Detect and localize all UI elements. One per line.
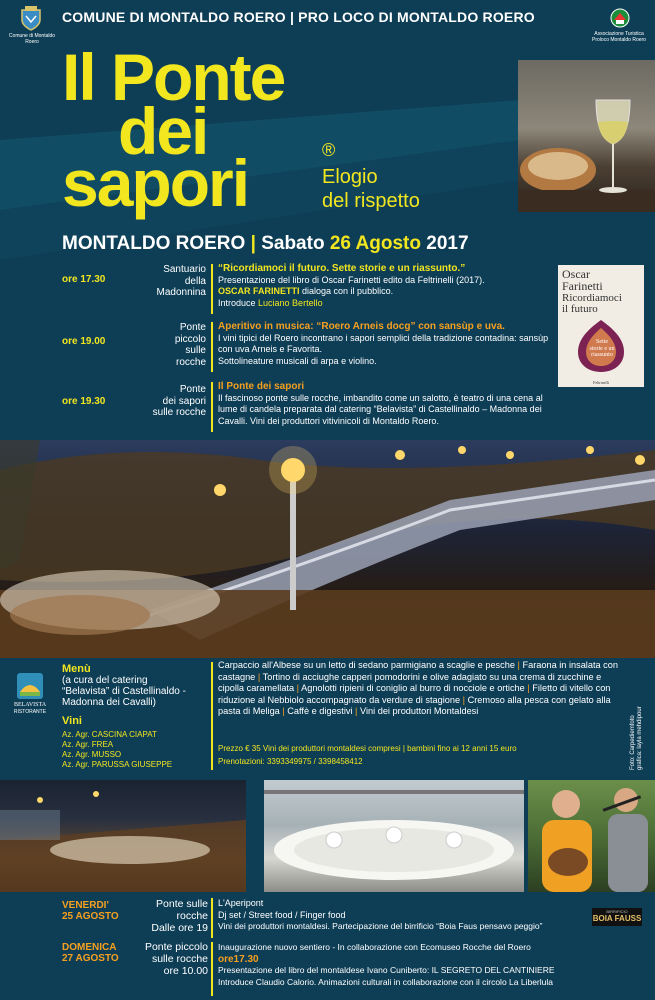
wine-bread-photo bbox=[518, 60, 655, 212]
event-2-venue-line: Ponte bbox=[179, 322, 206, 333]
friday-divider bbox=[211, 898, 213, 938]
book-title bbox=[562, 293, 622, 315]
menu-caterer-line: “Belavista” di Castellinaldo - bbox=[62, 686, 186, 697]
municipal-crest-icon bbox=[20, 6, 42, 32]
event-1-venue-line: Madonnina bbox=[156, 287, 206, 298]
sunday-day: DOMENICA bbox=[62, 942, 117, 953]
proloco-crest-icon bbox=[610, 8, 630, 28]
event-3-body: Il fascinoso ponte sulle rocche, imbandito come un salotto, è teatro di una cena al lume di candela preparata dal catering “Belavista” di Castellinaldo – Madonna dei Cavalli. Vini dei produttori vitivinicoli di Montaldo Roero. bbox=[218, 392, 543, 426]
sunday-time-2: ore17.30 bbox=[218, 953, 259, 965]
event-1-line-1: Presentazione del libro di Oscar Farinetti edito da Feltrinelli (2017). bbox=[218, 274, 485, 285]
friday-venue-line: Ponte sulle bbox=[156, 898, 208, 910]
credits-line: Foto: Carpediemfoto bbox=[630, 715, 636, 770]
event-1-line-2-rest: dialoga con il pubblico. bbox=[299, 286, 394, 296]
sunday-line-2: Presentazione del libro del montaldese Ivano Cuniberto: IL SEGRETO DEL CANTINIERE bbox=[218, 965, 555, 975]
friday-event bbox=[0, 894, 655, 942]
event-1-venue-line: Santuario bbox=[163, 264, 206, 275]
menu-dishes: Carpaccio all'Albese su un letto di sedano parmigiano a scaglie e pesche | Faraona in insalata con castagne | Tortino di acciughe capperi pomodorini e olive adagiato su una crema di zucchine e cipolla caramellata | Agnolotti ripieni di coniglio al burro di nocciole e ortiche | Filetto di vitello con riduzione al Nebbiolo accompagnato da verdure di stagione | Cremoso alla pesca con gelato alla pasta di Meliga | Caffè e digestivi | Vini dei produttori Montaldesi bbox=[218, 660, 618, 717]
event-3-venue-line: Ponte bbox=[179, 384, 206, 395]
table-setting-photo bbox=[264, 780, 524, 892]
menu-children-price: bambini fino ai 12 anni 15 euro bbox=[407, 744, 517, 753]
event-1-venue bbox=[134, 264, 206, 299]
dish: Faraona in insalata con castagne bbox=[218, 660, 618, 682]
event-3-venue-line: sulle rocche bbox=[152, 407, 206, 418]
menu-divider bbox=[211, 662, 213, 770]
boia-fauss-logo bbox=[592, 908, 642, 926]
title-line-2: dei bbox=[118, 94, 208, 168]
event-1-venue-line: della bbox=[184, 275, 206, 287]
dateline-date: 26 Agosto bbox=[329, 233, 421, 254]
dateline-separator: | bbox=[250, 233, 256, 254]
belavista-logo bbox=[12, 672, 48, 722]
registered-mark: ® bbox=[322, 140, 336, 160]
dish: Filetto di vitello con riduzione al Nebbiolo accompagnato da verdure di stagione bbox=[218, 683, 611, 705]
event-2-venue-line: sulle bbox=[185, 345, 206, 356]
subtitle-line-2: del rispetto bbox=[322, 190, 420, 212]
friday-title: L'Aperipont bbox=[218, 898, 264, 908]
dish: Caffè e digestivi bbox=[287, 706, 353, 717]
sunday-date: 27 AGOSTO bbox=[62, 953, 119, 964]
sunday-line-3: Introduce Claudio Calorio. Animazioni culturali in collaborazione con il circolo La Liberlula bbox=[218, 976, 553, 987]
book-cover-text-line: Sette bbox=[596, 339, 608, 345]
book-cover-text bbox=[584, 339, 620, 359]
event-1-line-2 bbox=[218, 286, 538, 298]
event-1-title: “Ricordiamoci il futuro. Sette storie e un riassunto.” bbox=[218, 263, 466, 274]
sunday-details bbox=[218, 942, 638, 988]
organizers-line: COMUNE DI MONTALDO ROERO | PRO LOCO DI MONTALDO ROERO bbox=[62, 9, 535, 25]
event-2-venue bbox=[134, 322, 206, 368]
credits-line: grafica: layla mehdipour bbox=[637, 706, 643, 770]
booking-label: Prenotazioni: bbox=[218, 757, 265, 766]
menu-heading: Menù bbox=[62, 663, 91, 675]
book-title-line: il futuro bbox=[562, 303, 598, 315]
event-2-details bbox=[218, 321, 556, 367]
booking-phone: 3398458412 bbox=[318, 757, 363, 766]
event-2 bbox=[0, 320, 655, 376]
friday-day: VENERDI' bbox=[62, 900, 109, 911]
dinner-crowd-photo bbox=[0, 780, 246, 892]
sunday-divider bbox=[211, 942, 213, 996]
event-2-venue-line: rocche bbox=[175, 356, 206, 368]
brewery-small-label: BIRRIFICIO bbox=[606, 909, 628, 914]
event-1-guest: OSCAR FARINETTI bbox=[218, 286, 300, 296]
wine-producer: Az. Agr. MUSSO bbox=[62, 750, 122, 759]
event-3 bbox=[0, 380, 655, 436]
friday-venue-line: rocche bbox=[176, 910, 208, 922]
event-1 bbox=[0, 262, 655, 318]
book-author-line: Oscar bbox=[562, 267, 590, 281]
event-3-venue-line: dei sapori bbox=[162, 395, 206, 407]
dish: Cremoso alla pesca con gelato alla pasta di Meliga bbox=[218, 694, 611, 717]
sunday-line-1: Inaugurazione nuovo sentiero - In collaborazione con Ecomuseo Rocche del Roero bbox=[218, 942, 531, 952]
friday-details bbox=[218, 898, 584, 933]
event-2-extra: Sottolineature musicali di arpa e violino. bbox=[218, 355, 377, 366]
credits-text bbox=[630, 706, 644, 770]
sunday-time: ore 10.00 bbox=[163, 965, 208, 977]
friday-date: 25 AGOSTO bbox=[62, 911, 119, 922]
brewery-name: BOIA FAUSS bbox=[592, 914, 642, 923]
subtitle-line-1: Elogio bbox=[322, 166, 378, 188]
title-line-3: sapori bbox=[62, 146, 249, 220]
sunday-venue-line: sulle rocche bbox=[151, 953, 208, 965]
event-3-details bbox=[218, 381, 556, 427]
event-1-divider bbox=[211, 264, 213, 314]
event-1-intro-lead: Introduce bbox=[218, 297, 259, 308]
friday-time: Dalle ore 19 bbox=[151, 922, 208, 934]
menu-section bbox=[0, 660, 655, 778]
wine-producer: Az. Agr. FREA bbox=[62, 740, 114, 749]
event-3-title: Il Ponte dei sapori bbox=[218, 381, 305, 392]
friday-line-2: Vini dei produttori montaldesi. Partecipazione del birrificio “Boia Faus pensavo peggio” bbox=[218, 921, 543, 931]
event-2-title: Aperitivo in musica: “Roero Arneis docg” con sansùp e uva. bbox=[218, 321, 505, 332]
belavista-logo-sub: RISTORANTE bbox=[13, 709, 47, 715]
event-2-body: I vini tipici del Roero incontrano i sapori semplici della tradizione contadina: sansùp con uva Arneis e Favorita. bbox=[218, 332, 549, 354]
bridge-dinner-night-photo bbox=[0, 440, 655, 658]
photo-credits bbox=[630, 690, 650, 770]
booking-phone: 3393349975 bbox=[266, 757, 312, 766]
event-2-venue-line: piccolo bbox=[174, 333, 206, 345]
dish: Carpaccio all'Albese su un letto di sedano parmigiano a scaglie e pesche bbox=[218, 660, 515, 670]
menu-caterer bbox=[62, 675, 186, 708]
book-author bbox=[562, 268, 603, 292]
event-2-divider bbox=[211, 322, 213, 372]
event-1-time: ore 17.30 bbox=[62, 274, 106, 285]
crest-left-caption: Comune di Montaldo Roero bbox=[8, 33, 56, 45]
event-3-venue bbox=[134, 384, 206, 419]
event-2-time: ore 19.00 bbox=[62, 336, 106, 347]
event-1-intro-name: Luciano Bertello bbox=[258, 297, 323, 308]
musicians-photo bbox=[528, 780, 655, 892]
event-1-line-3 bbox=[218, 298, 538, 310]
menu-price: Prezzo € 35 Vini dei produttori montaldesi compresi bbox=[218, 744, 401, 753]
dateline bbox=[62, 233, 469, 255]
book-title-line: Ricordiamoci bbox=[562, 292, 622, 304]
book-publisher: Feltrinelli bbox=[593, 380, 609, 385]
wine-producer: Az. Agr. PARUSSA GIUSEPPE bbox=[62, 760, 173, 769]
book-cover-text-line: riassunto bbox=[591, 352, 613, 358]
event-3-time: ore 19.30 bbox=[62, 396, 106, 407]
menu-caterer-line: Madonna dei Cavalli) bbox=[62, 697, 156, 708]
wine-producer: Az. Agr. CASCINA CIAPAT bbox=[62, 730, 157, 739]
sunday-event bbox=[0, 942, 655, 1000]
title-line-1: Il Ponte bbox=[62, 40, 285, 114]
booking-line: Prenotazioni: 3393349975 / 3398458412 bbox=[218, 757, 363, 766]
dateline-year: 2017 bbox=[426, 233, 469, 254]
dateline-place: MONTALDO ROERO bbox=[62, 233, 246, 254]
dish: Vini dei produttori Montaldesi bbox=[360, 706, 479, 717]
sunday-venue bbox=[126, 941, 208, 977]
dish: Agnolotti ripieni di coniglio al burro di nocciole e ortiche bbox=[301, 683, 525, 694]
book-cover bbox=[558, 265, 644, 387]
dish: Tortino di acciughe capperi pomodorini e olive adagiato su una crema di zucchine e cipolla caramellata bbox=[218, 671, 602, 694]
book-author-line: Farinetti bbox=[562, 279, 603, 293]
wines-heading: Vini bbox=[62, 715, 82, 727]
sunday-venue-line: Ponte piccolo bbox=[144, 941, 208, 953]
menu-price-line: Prezzo € 35 Vini dei produttori montaldesi compresi | bambini fino ai 12 anni 15 euro bbox=[218, 744, 517, 753]
crest-right-caption: Associazione Turistica Proloco Montaldo Roero bbox=[592, 31, 646, 43]
book-cover-text-line: storie e un bbox=[589, 345, 615, 352]
wines-list bbox=[62, 730, 172, 770]
dateline-day: Sabato bbox=[261, 233, 325, 254]
event-3-divider bbox=[211, 382, 213, 432]
belavista-logo-name: BELAVISTA bbox=[13, 702, 47, 708]
menu-caterer-line: (a cura del catering bbox=[62, 675, 148, 686]
friday-line-1: Dj set / Street food / Finger food bbox=[218, 909, 346, 920]
belavista-logo-icon bbox=[16, 672, 44, 700]
friday-venue bbox=[128, 898, 208, 934]
event-1-details bbox=[218, 263, 538, 309]
